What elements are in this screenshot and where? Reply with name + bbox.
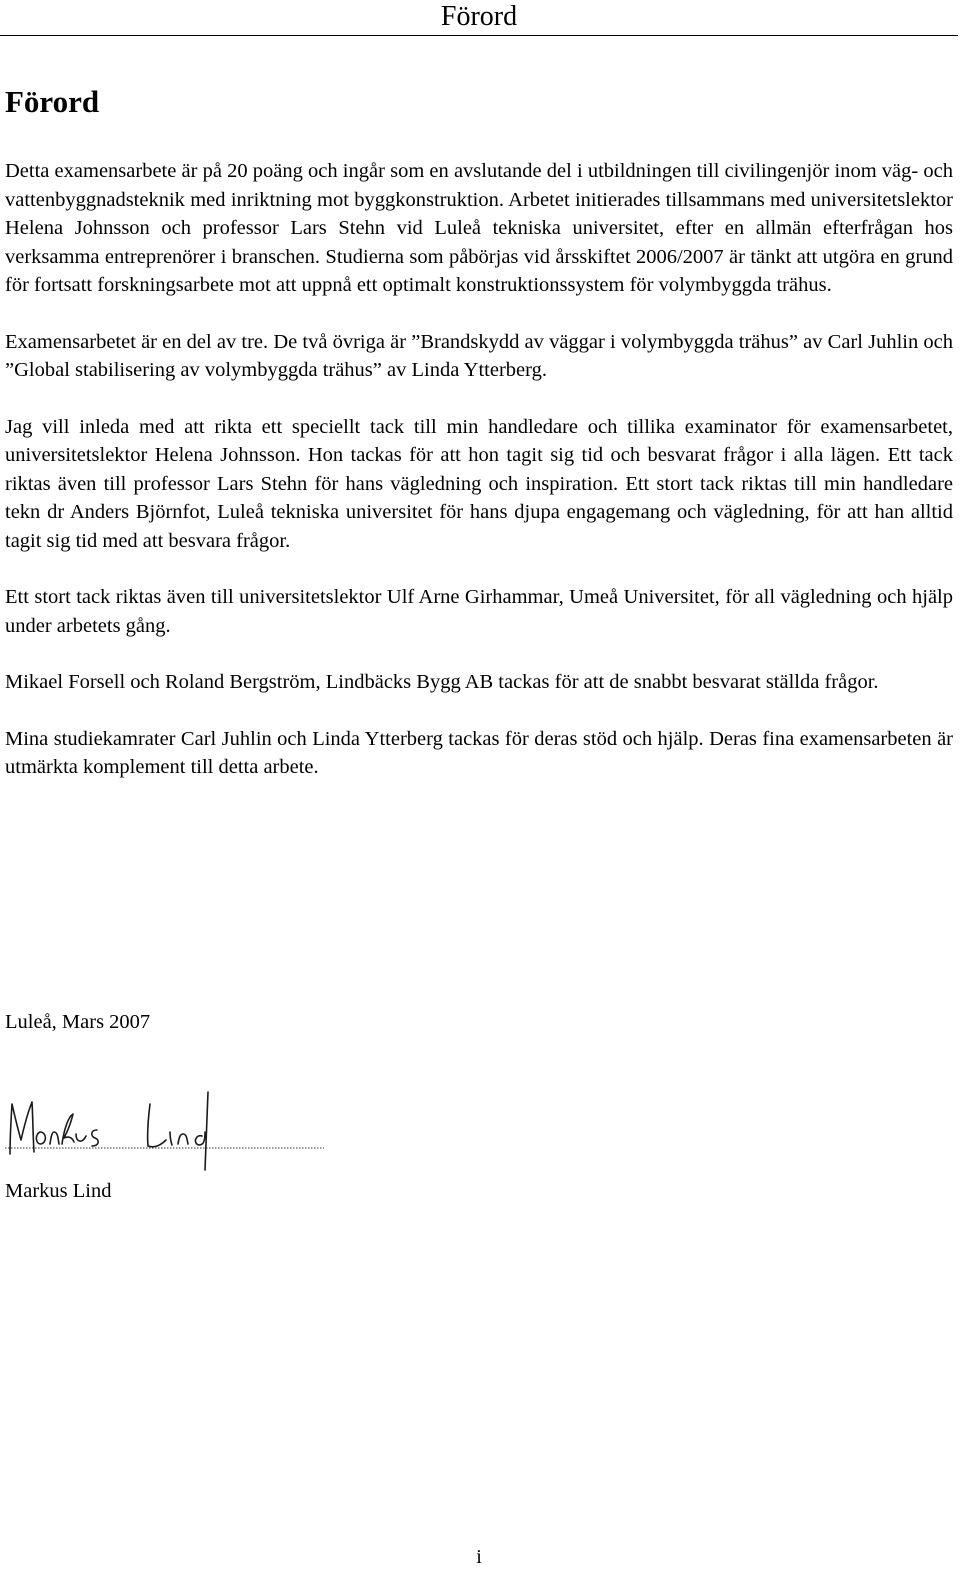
body-text [5,157,953,810]
signature-text: Markus Lind [2,1082,8,1083]
paragraph-thanks-classmates: Mina studiekamrater Carl Juhlin och Linda Ytterberg tackas för deras stöd och hjälp. Deras fina examensarbeten är utmärkta komplement till detta arbete. [5,727,953,778]
running-header [0,0,958,36]
paragraph-thanks-girhammar: Ett stort tack riktas även till universitetslektor Ulf Arne Girhammar, Umeå Universitet, för all vägledning och hjälp under arbetets gång. [5,586,953,637]
paragraph-related-theses: Examensarbetet är en del av tre. De två övriga är ”Brandskydd av väggar i volymbyggda trähus” av Carl Juhlin och ”Global stabilisering av volymbyggda trähus” av Linda Ytterberg. [5,330,953,381]
handwritten-signature [2,1082,332,1182]
place-date: Luleå, Mars 2007 [5,1011,151,1033]
signer-name: Markus Lind [5,1180,112,1202]
running-header-title: Förord [440,1,518,32]
paragraph-thanks-lindbacks: Mikael Forsell och Roland Bergström, Lindbäcks Bygg AB tackas för att de snabbt besvarat ställda frågor. [5,671,879,693]
paragraph-thanks-supervisors: Jag vill inleda med att rikta ett speciellt tack till min handledare och tillika examinator för examensarbetet, universitetslektor Helena Johnsson. Hon tackas för att hon tagit sig tid och besvarat frågor i alla lägen. Ett tack riktas även till professor Lars Stehn för hans vägledning och inspiration. Ett stort tack riktas till min handledare tekn dr Anders Björnfot, Luleå tekniska universitet för hans djupa engagemang och vägledning, för att han alltid tagit sig tid med att besvara frågor. [5,415,953,552]
page-number: i [476,1546,482,1568]
paragraph-intro: Detta examensarbete är på 20 poäng och ingår som en avslutande del i utbildningen till civilingenjör inom väg- och vattenbyggnadsteknik med inriktning mot byggkonstruktion. Arbetet initierades tillsammans med universitetslektor Helena Johnsson och professor Lars Stehn vid Luleå tekniska universitet, efter en allmän efterfrågan hos verksamma entreprenörer i branschen. Studierna som påbörjas vid årsskiftet 2006/2007 är tänkt att utgöra en grund för fortsatt forskningsarbete mot att uppnå ett optimalt konstruktionssystem för volymbyggda trähus. [5,160,953,296]
chapter-title: Förord [5,84,100,119]
